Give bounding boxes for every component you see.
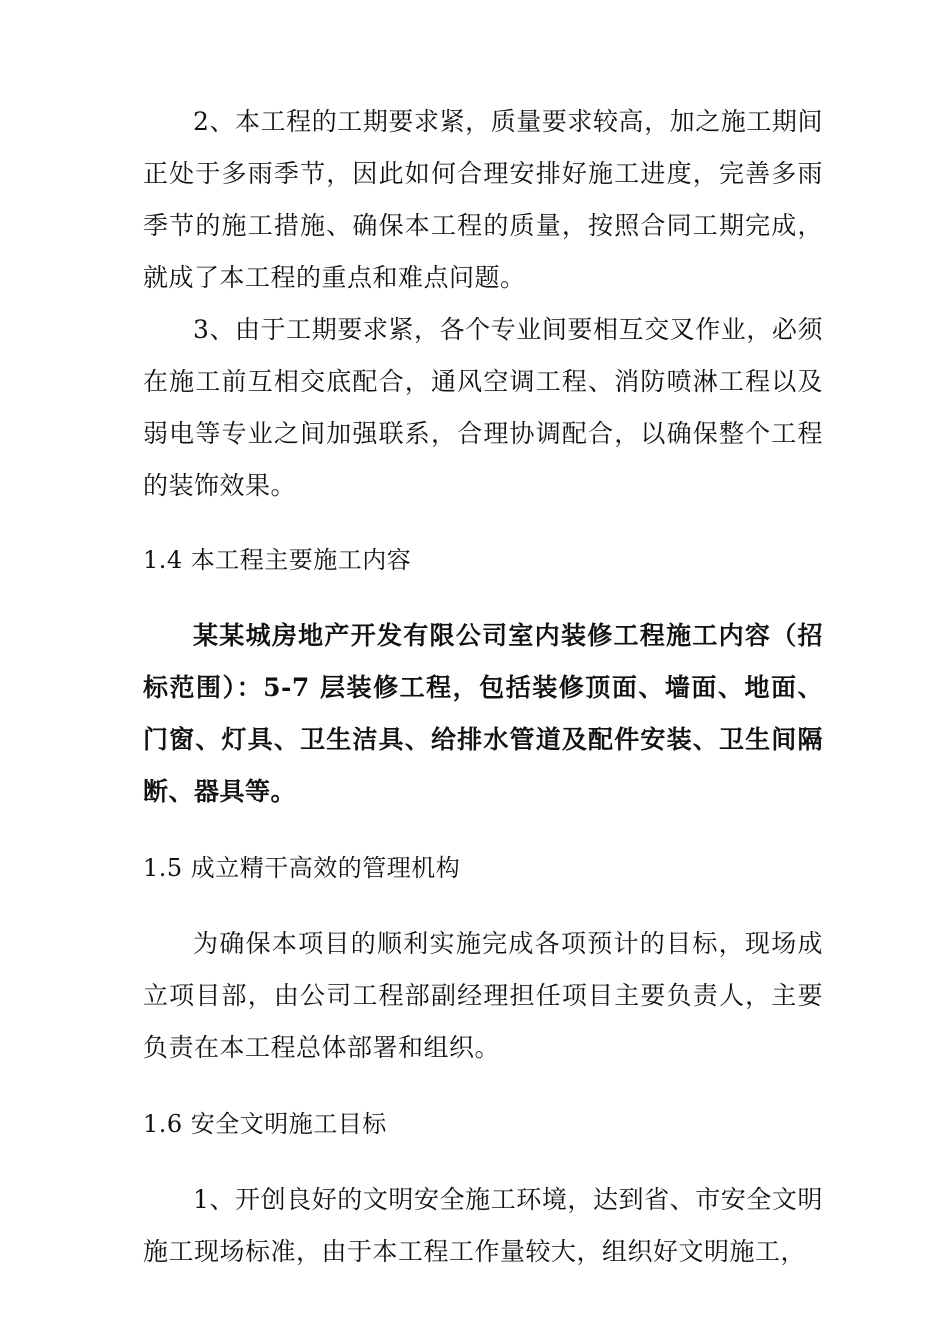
document-page	[143, 96, 823, 1278]
section-heading-1-4: 1.4 本工程主要施工内容	[143, 546, 412, 574]
paragraph-cross-discipline: 3、由于工期要求紧，各个专业间要相互交叉作业，必须在施工前互相交底配合，通风空调工程、消防喷淋工程以及弱电等专业之间加强联系，合理协调配合，以确保整个工程的装饰效果。	[143, 315, 823, 500]
paragraph-safety-goal: 1、开创良好的文明安全施工环境，达到省、市安全文明施工现场标准，由于本工程工作量较大，组织好文明施工，	[143, 1185, 823, 1266]
section-heading-1-6: 1.6 安全文明施工目标	[143, 1110, 387, 1138]
section-heading-1-5: 1.5 成立精干高效的管理机构	[143, 854, 461, 882]
paragraph-management-org: 为确保本项目的顺利实施完成各项预计的目标，现场成立项目部，由公司工程部副经理担任项目主要负责人，主要负责在本工程总体部署和组织。	[143, 929, 823, 1062]
paragraph-construction-scope: 某某城房地产开发有限公司室内装修工程施工内容（招标范围）：5-7 层装修工程，包括装修顶面、墙面、地面、门窗、灯具、卫生洁具、给排水管道及配件安装、卫生间隔断、器具等。	[143, 621, 823, 806]
paragraph-schedule-quality: 2、本工程的工期要求紧，质量要求较高，加之施工期间正处于多雨季节，因此如何合理安排好施工进度，完善多雨季节的施工措施、确保本工程的质量，按照合同工期完成，就成了本工程的重点和难点问题。	[143, 107, 823, 292]
